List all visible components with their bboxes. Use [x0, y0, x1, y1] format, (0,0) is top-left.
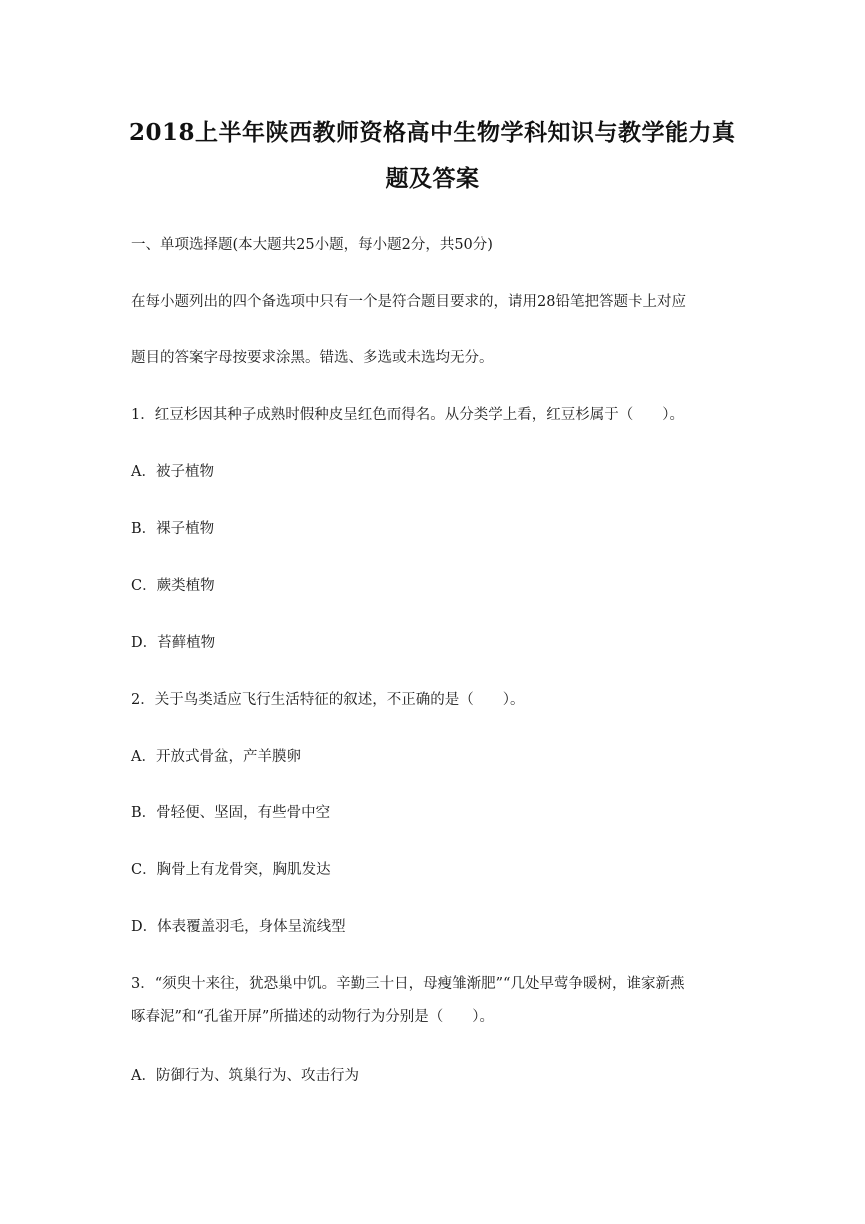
document-title-line-1: 2018上半年陕西教师资格高中生物学科知识与教学能力真: [129, 119, 736, 146]
question-2-option-a: A．开放式骨盆，产羊膜卵: [131, 749, 301, 765]
question-1-stem: 1．红豆杉因其种子成熟时假种皮呈红色而得名。从分类学上看，红豆杉属于（ ）。: [131, 407, 684, 423]
instructions-line-1: 在每小题列出的四个备选项中只有一个是符合题目要求的，请用28铅笔把答题卡上对应: [131, 294, 686, 310]
question-1-option-d: D．苔藓植物: [131, 635, 216, 651]
question-2-option-b: B．骨轻便、坚固，有些骨中空: [131, 805, 331, 821]
question-1-option-a: A．被子植物: [131, 464, 214, 480]
section-heading: 一、单项选择题(本大题共25小题，每小题2分，共50分): [131, 237, 493, 253]
question-1-option-b: B．裸子植物: [131, 521, 215, 537]
question-3-option-a: A．防御行为、筑巢行为、攻击行为: [131, 1068, 359, 1084]
question-2-option-c: C．胸骨上有龙骨突，胸肌发达: [131, 862, 331, 878]
question-1-option-c: C．蕨类植物: [131, 578, 215, 594]
document-title-line-2: 题及答案: [385, 165, 480, 192]
instructions-line-2: 题目的答案字母按要求涂黑。错选、多选或未选均无分。: [131, 350, 494, 366]
question-2-stem: 2．关于鸟类适应飞行生活特征的叙述，不正确的是（ ）。: [131, 692, 525, 708]
question-3-stem-line-2: 啄春泥”和“孔雀开屏”所描述的动物行为分别是（ ）。: [131, 1009, 494, 1025]
question-2-option-d: D．体表覆盖羽毛，身体呈流线型: [131, 919, 346, 935]
question-3-stem-line-1: 3．“须臾十来往，犹恐巢中饥。辛勤三十日，母瘦雏渐肥”“几处早莺争暖树，谁家新燕: [131, 976, 685, 992]
